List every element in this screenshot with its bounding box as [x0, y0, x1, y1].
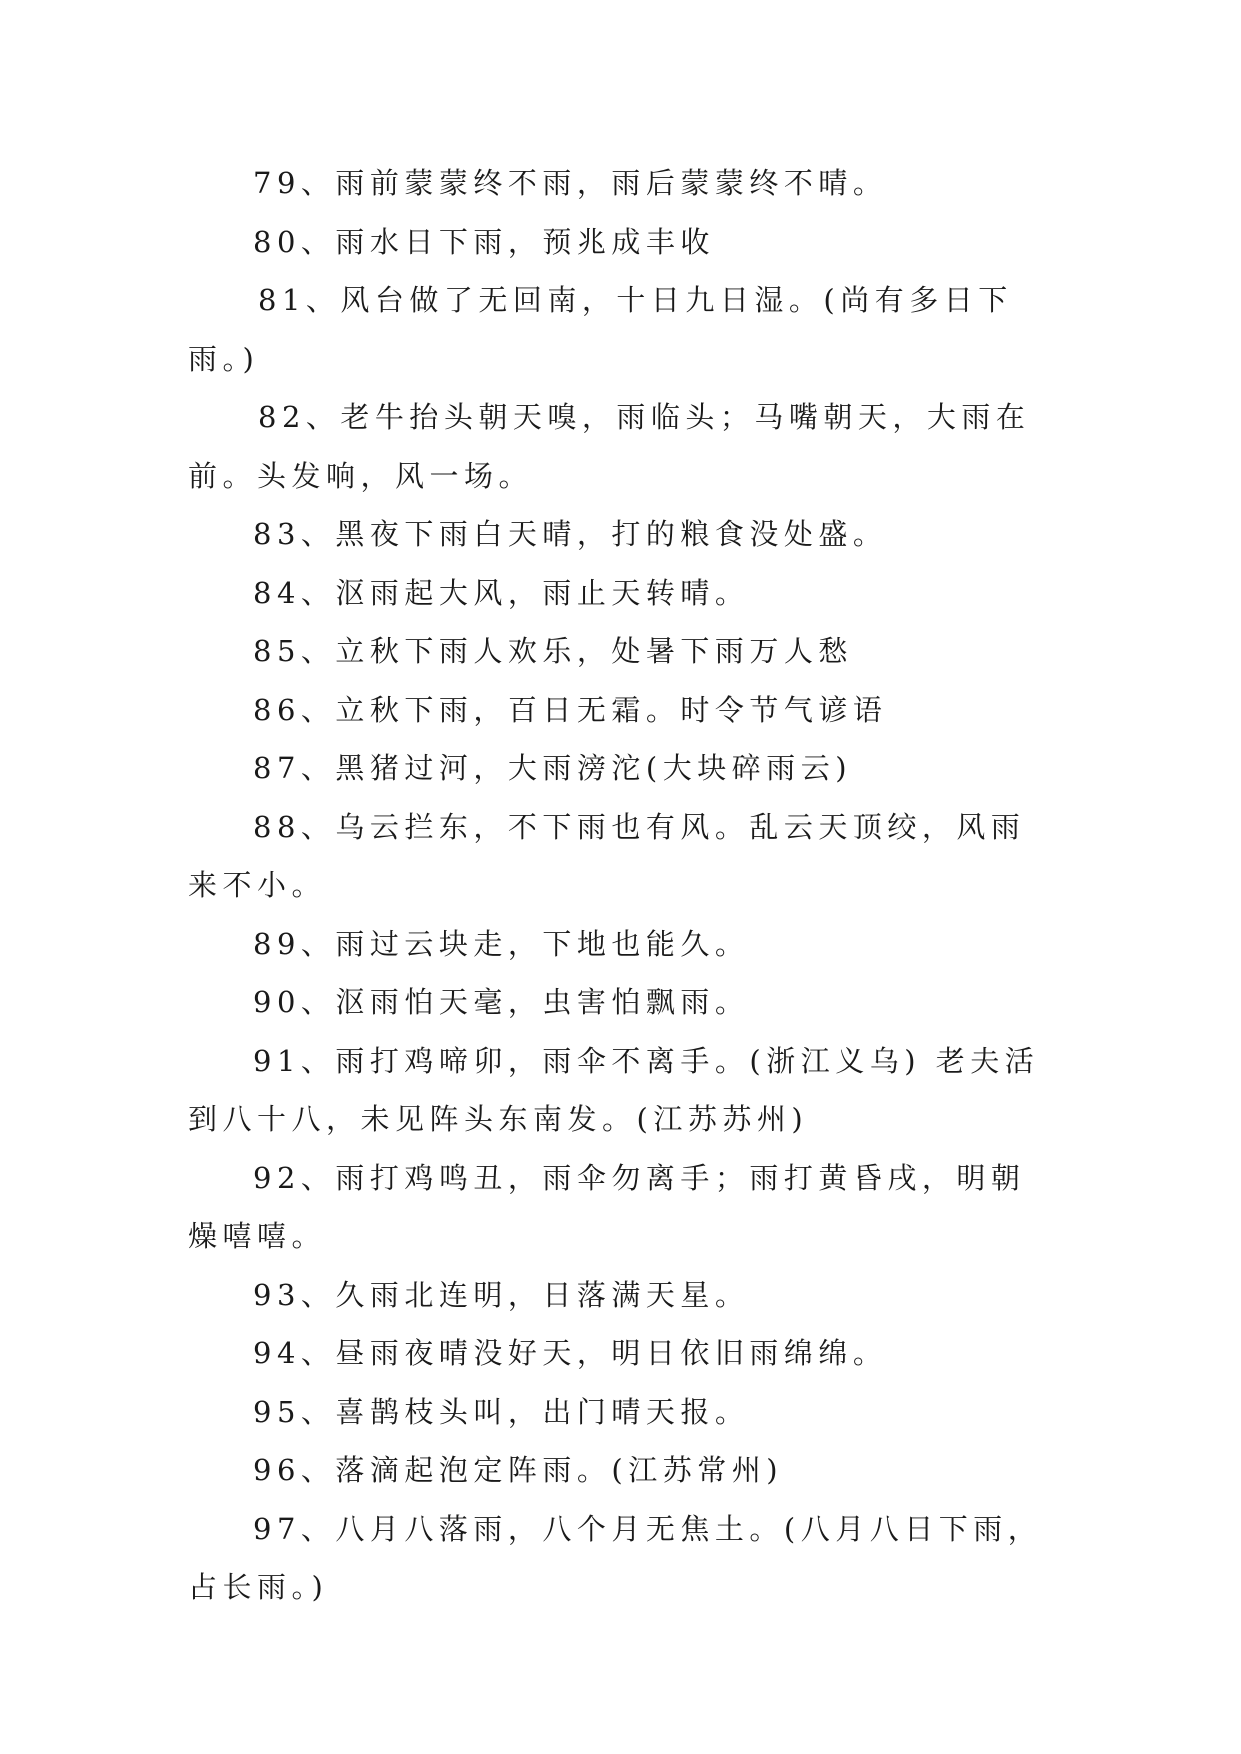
proverb-80: 80、雨水日下雨，预兆成丰收 [253, 224, 715, 259]
proverb-84: 84、沤雨起大风，雨止天转晴。 [253, 575, 750, 610]
proverb-90: 90、沤雨怕天毫，虫害怕飘雨。 [253, 985, 750, 1019]
proverb-81: 81、风台做了无回南，十日九日湿。(尚有多日下雨。) [188, 283, 1013, 376]
proverb-list [188, 154, 1058, 1617]
proverb-92: 92、雨打鸡鸣丑，雨伞勿离手；雨打黄昏戌，明朝燥嘻嘻。 [188, 1160, 1026, 1253]
proverb-87: 87、黑猪过河，大雨滂沱(大块碎雨云) [253, 751, 853, 785]
proverb-93: 93、久雨北连明，日落满天星。 [253, 1277, 750, 1312]
proverb-85: 85、立秋下雨人欢乐，处暑下雨万人愁 [253, 634, 853, 668]
proverb-94: 94、昼雨夜晴没好天，明日依旧雨绵绵。 [253, 1336, 888, 1370]
proverb-97: 97、八月八落雨，八个月无焦土。(八月八日下雨，占长雨。) [188, 1511, 1043, 1604]
proverb-83: 83、黑夜下雨白天晴，打的粮食没处盛。 [253, 517, 888, 551]
proverb-88: 88、乌云拦东，不下雨也有风。乱云天顶绞，风雨来不小。 [188, 809, 1026, 902]
proverb-95: 95、喜鹊枝头叫，出门晴天报。 [253, 1394, 750, 1429]
proverb-82: 82、老牛抬头朝天嗅，雨临头；马嘴朝天，大雨在前。头发响，风一场。 [188, 400, 1031, 493]
proverb-86: 86、立秋下雨，百日无霜。时令节气谚语 [253, 692, 888, 727]
proverb-91: 91、雨打鸡啼卯，雨伞不离手。(浙江义乌) 老夫活到八十八，未见阵头东南发。(江苏苏州) [188, 1043, 1040, 1136]
proverb-89: 89、雨过云块走，下地也能久。 [253, 926, 750, 961]
proverb-79: 79、雨前蒙蒙终不雨，雨后蒙蒙终不晴。 [253, 166, 888, 200]
proverb-96: 96、落滴起泡定阵雨。(江苏常州) [253, 1453, 784, 1487]
